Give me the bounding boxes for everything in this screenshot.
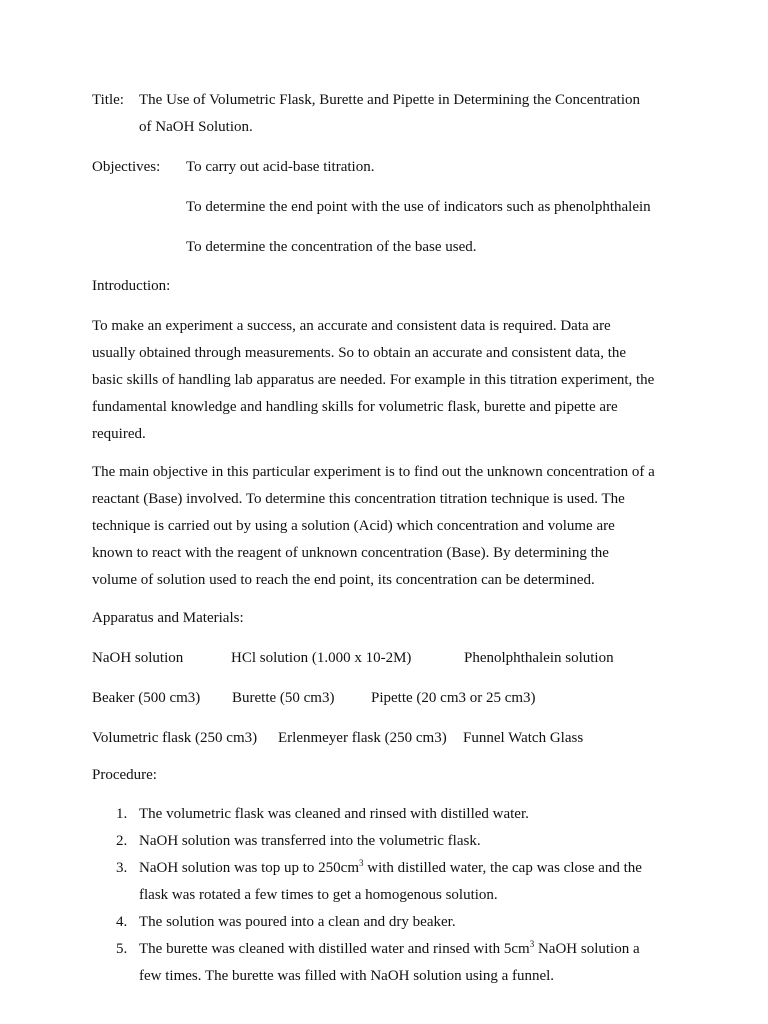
procedure-step	[92, 909, 672, 936]
step-text-part: The burette was cleaned with distilled water and rinsed with 5cm	[139, 941, 530, 957]
title-section	[92, 87, 692, 135]
step-text	[139, 860, 642, 876]
step-number: 5.	[116, 941, 128, 957]
title-line: of NaOH Solution.	[139, 119, 253, 135]
paragraph-line: technique is carried out by using a solution (Acid) which concentration and volume are	[92, 518, 615, 534]
introduction-paragraph-2	[92, 459, 692, 594]
procedure-step	[92, 828, 672, 855]
introduction-heading: Introduction:	[92, 278, 171, 294]
step-number: 2.	[116, 833, 128, 849]
paragraph-line: The main objective in this particular experiment is to find out the unknown concentration of a	[92, 464, 655, 480]
step-number: 1.	[116, 806, 128, 822]
paragraph-line: usually obtained through measurements. So to obtain an accurate and consistent data, the	[92, 345, 627, 361]
paragraph-line: volume of solution used to reach the end point, its concentration can be determined.	[92, 572, 595, 588]
paragraph-line: required.	[92, 426, 146, 442]
step-text	[139, 941, 640, 957]
procedure-step	[92, 936, 672, 990]
material-item: Burette (50 cm3)	[232, 690, 335, 706]
material-item: Erlenmeyer flask (250 cm3)	[278, 730, 447, 746]
material-item: Phenolphthalein solution	[464, 650, 614, 666]
material-item: Pipette (20 cm3 or 25 cm3)	[371, 690, 536, 706]
step-text: The volumetric flask was cleaned and rinsed with distilled water.	[139, 806, 529, 822]
procedure-step	[92, 855, 672, 909]
apparatus-heading: Apparatus and Materials:	[92, 610, 244, 626]
material-item: Volumetric flask (250 cm3)	[92, 730, 258, 746]
step-text-part: NaOH solution a	[534, 941, 640, 957]
title-line: The Use of Volumetric Flask, Burette and Pipette in Determining the Concentration	[139, 92, 641, 108]
procedure-list	[92, 801, 672, 990]
step-number: 4.	[116, 914, 128, 930]
superscript: 3	[529, 939, 535, 949]
introduction-paragraph-1	[92, 313, 692, 448]
step-number: 3.	[116, 860, 128, 876]
material-item: Beaker (500 cm3)	[92, 690, 201, 706]
procedure-step	[92, 801, 672, 828]
step-text-continued: few times. The burette was filled with NaOH solution using a funnel.	[139, 968, 555, 984]
objectives-label: Objectives:	[92, 159, 161, 175]
document-title	[139, 87, 699, 141]
step-text-part: NaOH solution was top up to 250cm	[139, 860, 359, 876]
paragraph-line: To make an experiment a success, an accurate and consistent data is required. Data are	[92, 318, 611, 334]
material-item: Funnel Watch Glass	[463, 730, 584, 746]
paragraph-line: fundamental knowledge and handling skills for volumetric flask, burette and pipette are	[92, 399, 618, 415]
superscript: 3	[358, 858, 364, 868]
step-text-part: with distilled water, the cap was close and the	[363, 860, 642, 876]
objective-item: To carry out acid-base titration.	[186, 159, 375, 175]
procedure-heading: Procedure:	[92, 767, 157, 783]
title-label: Title:	[92, 92, 124, 108]
step-text-continued: flask was rotated a few times to get a homogenous solution.	[139, 887, 498, 903]
material-item: NaOH solution	[92, 650, 184, 666]
paragraph-line: reactant (Base) involved. To determine this concentration titration technique is used. The	[92, 491, 625, 507]
objective-item: To determine the concentration of the base used.	[186, 239, 477, 255]
paragraph-line: known to react with the reagent of unknown concentration (Base). By determining the	[92, 545, 609, 561]
paragraph-line: basic skills of handling lab apparatus are needed. For example in this titration experiment, the	[92, 372, 655, 388]
step-text: NaOH solution was transferred into the volumetric flask.	[139, 833, 481, 849]
step-text: The solution was poured into a clean and dry beaker.	[139, 914, 456, 930]
objective-item: To determine the end point with the use of indicators such as phenolphthalein	[186, 199, 651, 215]
material-item: HCl solution (1.000 x 10-2M)	[231, 650, 412, 666]
